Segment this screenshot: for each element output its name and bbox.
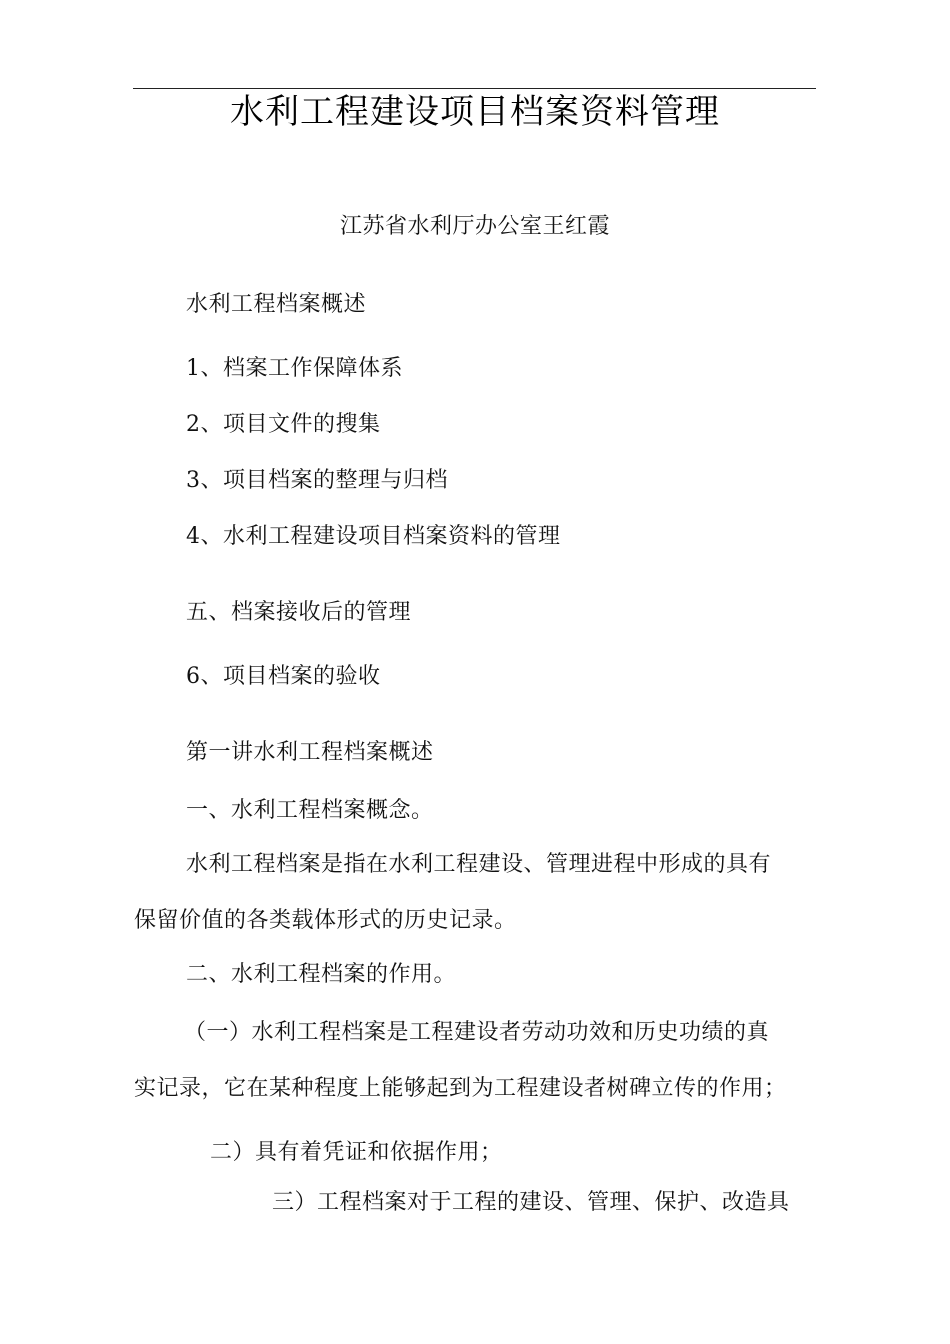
toc-item: 2、项目文件的搜集	[186, 412, 381, 437]
toc-item: 4、水利工程建设项目档案资料的管理	[186, 524, 561, 549]
list-item: 三）工程档案对于工程的建设、管理、保护、改造具	[272, 1190, 790, 1215]
paragraph-line: 保留价值的各类载体形式的历史记录。	[134, 908, 517, 933]
toc-item: 6、项目档案的验收	[186, 664, 381, 689]
section-heading: 二、水利工程档案的作用。	[186, 962, 457, 987]
header-rule	[133, 88, 816, 89]
paragraph-line: 实记录，它在某种程度上能够起到为工程建设者树碑立传的作用；	[134, 1076, 787, 1101]
toc-item: 1、档案工作保障体系	[186, 356, 403, 381]
author-line: 江苏省水利厅办公室王红霞	[339, 214, 610, 239]
paragraph-line: （一）水利工程档案是工程建设者劳动功效和历史功绩的真	[184, 1020, 770, 1045]
section-heading: 一、水利工程档案概念。	[186, 798, 434, 823]
toc-heading: 水利工程档案概述	[186, 292, 367, 317]
toc-item: 五、档案接收后的管理	[186, 600, 412, 625]
paragraph-line: 水利工程档案是指在水利工程建设、管理进程中形成的具有	[186, 852, 772, 877]
toc-item: 3、项目档案的整理与归档	[186, 468, 448, 493]
document-title: 水利工程建设项目档案资料管理	[230, 92, 720, 132]
list-item: 二）具有着凭证和依据作用；	[210, 1140, 503, 1165]
lecture-title: 第一讲水利工程档案概述	[186, 740, 434, 765]
